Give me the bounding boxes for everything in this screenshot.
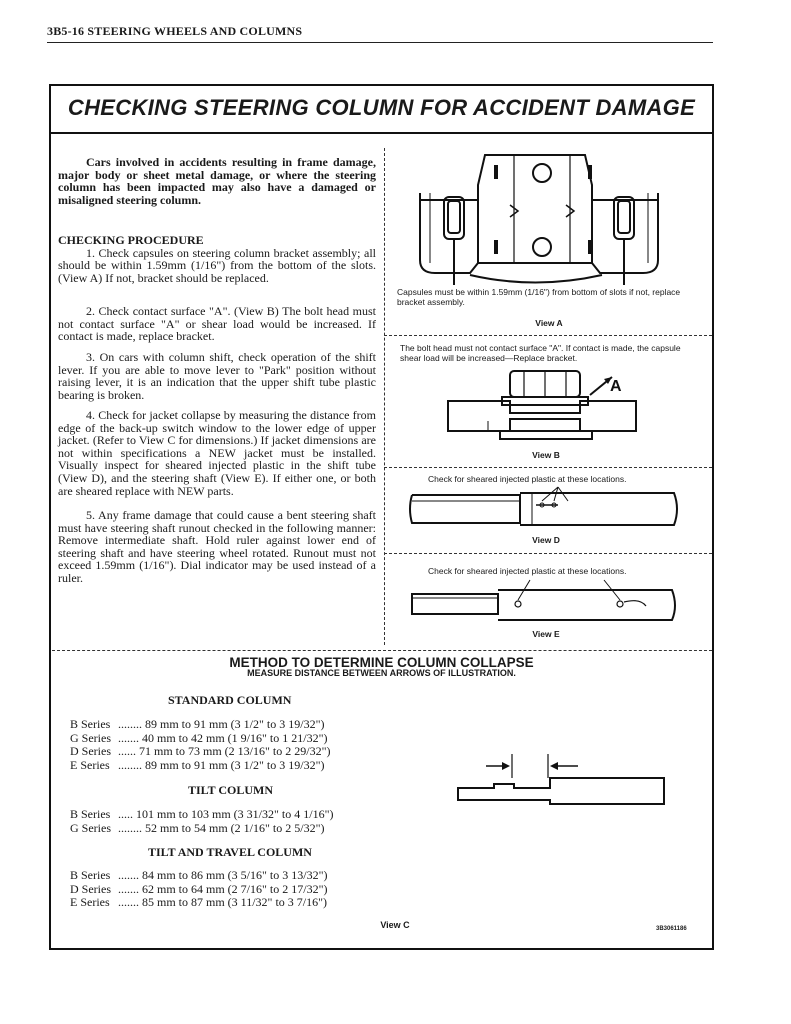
series-spec: ........ 89 mm to 91 mm (3 1/2" to 3 19/32") [118, 717, 325, 731]
spec-row [70, 896, 327, 910]
step-2: 2. Check contact surface "A". (View B) The bolt head must not contact surface "A" or shear load would be increased. If contact is made, replace bracket. [58, 304, 376, 344]
divider-a-b [384, 335, 712, 336]
view-b-label: View B [532, 450, 560, 460]
series-spec: ..... 101 mm to 103 mm (3 31/32" to 4 1/16") [118, 807, 334, 821]
page-title: CHECKING STEERING COLUMN FOR ACCIDENT DAMAGE [67, 95, 696, 120]
series-spec: ...... 71 mm to 73 mm (2 13/16" to 2 29/32") [118, 744, 331, 758]
divider-d-e [384, 553, 712, 554]
series-name: D Series [70, 744, 111, 758]
view-a-label: View A [535, 318, 563, 328]
step-1: 1. Check capsules on steering column bracket assembly; all should be within 1.59mm (1/16") from the bottom of the slots. (View A) If not, bracket should be replaced. [58, 245, 376, 285]
series-spec: ....... 62 mm to 64 mm (2 7/16" to 2 17/32") [118, 881, 328, 896]
view-d-caption: Check for sheared injected plastic at these locations. [428, 474, 627, 484]
series-spec: ....... 84 mm to 86 mm (3 5/16" to 3 13/32") [118, 868, 328, 882]
step-5-block [58, 509, 376, 585]
spec-row [70, 883, 327, 897]
figure-code: 3B3061186 [656, 926, 687, 932]
divider-method [52, 650, 712, 651]
view-b-bolt-illustration [440, 365, 650, 445]
view-d-shift-tube-illustration [408, 483, 683, 533]
spec-row [70, 822, 333, 836]
series-name: G Series [70, 730, 111, 745]
series-spec: ........ 89 mm to 91 mm (3 1/2" to 3 19/32") [118, 757, 325, 772]
step-3: 3. On cars with column shift, check operation of the shift lever. If you are able to move lever to "Park" position without raising lever, it is an indication that the upper shift tube plastic bearing is broken. [58, 350, 376, 402]
method-subtitle: MEASURE DISTANCE BETWEEN ARROWS OF ILLUSTRATION. [247, 668, 516, 678]
tilt-travel-specs [70, 869, 327, 910]
step-2-block [58, 305, 376, 343]
series-name: B Series [70, 717, 111, 731]
tilt-travel-heading: TILT AND TRAVEL COLUMN [148, 845, 312, 859]
view-c-label: View C [380, 920, 410, 930]
view-b-caption: The bolt head must not contact surface "A". If contact is made, the capsule shear load will be increased—Replace bracket. [400, 343, 681, 363]
series-name: B Series [70, 807, 111, 821]
series-name: D Series [70, 881, 111, 896]
series-name: E Series [70, 895, 110, 909]
header-rule [47, 42, 713, 43]
spec-row [70, 745, 330, 759]
series-name: G Series [70, 820, 111, 835]
view-b-marker-a: A [610, 378, 622, 395]
series-spec: ....... 40 mm to 42 mm (1 9/16" to 1 21/32") [118, 730, 328, 745]
column-divider [384, 148, 385, 645]
view-e-shaft-illustration [408, 576, 683, 626]
view-d-label: View D [532, 535, 560, 545]
series-spec: ....... 85 mm to 87 mm (3 11/32" to 3 7/16") [118, 895, 328, 909]
spec-row [70, 759, 330, 773]
spec-row [70, 718, 330, 732]
standard-column-heading: STANDARD COLUMN [168, 693, 292, 707]
view-a-caption: Capsules must be within 1.59mm (1/16") from bottom of slots if not, replace bracket assembly. [397, 287, 681, 307]
page-header: 3B5-16 STEERING WHEELS AND COLUMNS [47, 24, 303, 38]
series-name: E Series [70, 757, 110, 772]
view-e-caption: Check for sheared injected plastic at these locations. [428, 566, 627, 576]
step-4: 4. Check for jacket collapse by measuring the distance from edge of the back-up switch window to the lower edge of upper jacket. (Refer to View C for dimensions.) If jacket dimensions are not within specifications a NEW jacket must be installed. Visually inspect for sheared injected plastic in the shift tube (View D), and the steering shaft (View E). If either one, or both are sheared replace with NEW parts. [58, 408, 376, 498]
title-rule [51, 132, 712, 134]
view-c-collapse-illustration [450, 752, 670, 812]
step-4-block [58, 409, 376, 497]
view-a-bracket-illustration [410, 145, 670, 285]
intro-paragraph: Cars involved in accidents resulting in frame damage, major body or sheet metal damage, or where the steering column has been impacted may also have a damaged or misaligned steering column. [58, 155, 376, 207]
spec-row [70, 808, 333, 822]
divider-b-d [384, 467, 712, 468]
series-spec: ........ 52 mm to 54 mm (2 1/16" to 2 5/32") [118, 820, 325, 835]
series-name: B Series [70, 868, 111, 882]
step-3-block [58, 351, 376, 401]
spec-row [70, 869, 327, 883]
spec-row [70, 732, 330, 746]
tilt-column-specs [70, 808, 333, 835]
intro-text [58, 156, 376, 206]
view-e-label: View E [532, 629, 560, 639]
procedure-section [58, 234, 376, 284]
tilt-column-heading: TILT COLUMN [188, 783, 274, 797]
procedure-heading: CHECKING PROCEDURE [58, 233, 204, 247]
step-5: 5. Any frame damage that could cause a bent steering shaft must have steering shaft runout checked in the following manner: Remove intermediate shaft. Hold ruler against lower end of steering shaft and have steering wheel rotated. Runout must not exceed 1.59mm (1/16"). Dial indicator may be used instead of a ruler. [58, 508, 376, 585]
standard-column-specs [70, 718, 330, 772]
method-title: METHOD TO DETERMINE COLUMN COLLAPSE [229, 655, 534, 670]
